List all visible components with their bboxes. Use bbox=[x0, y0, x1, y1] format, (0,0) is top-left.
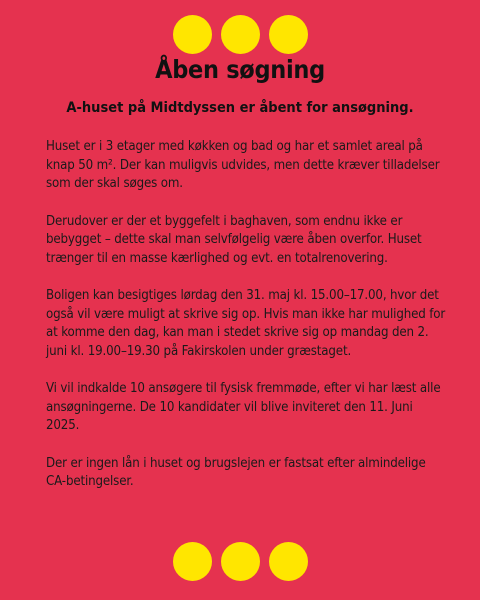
yellow-dot bbox=[269, 542, 308, 581]
page-title: Åben søgning bbox=[155, 55, 325, 84]
body-text bbox=[46, 138, 446, 511]
paragraph-house-description: Huset er i 3 etager med køkken og bad og har et samlet areal på knap 50 m². Der kan muligvis udvides, men dette kræver tilladelser som der skal søges om. bbox=[46, 139, 440, 191]
yellow-dot bbox=[269, 15, 308, 54]
yellow-dot bbox=[173, 542, 212, 581]
paragraph-building-plot: Derudover er der et byggefelt i baghaven, som endnu ikke er bebygget – dette skal man selvfølgelig være åben overfor. Huset trænger til en masse kærlighed og evt. en totalrenovering. bbox=[46, 213, 422, 266]
top-dots-decoration bbox=[0, 15, 480, 54]
bottom-dots-decoration bbox=[0, 542, 480, 581]
yellow-dot bbox=[221, 15, 260, 54]
paragraph-selection-process: Vi vil indkalde 10 ansøgere til fysisk fremmøde, efter vi har læst alle ansøgningerne. De 10 kandidater vil blive inviteret den 11. Juni 2025. bbox=[46, 381, 441, 433]
yellow-dot bbox=[173, 15, 212, 54]
paragraph-viewing-times: Boligen kan besigtiges lørdag den 31. maj kl. 15.00–17.00, hvor det også vil være muligt at skrive sig op. Hvis man ikke har mulighed for at komme den dag, kan man i stedet skrive sig op mandag den 2. juni kl. 19.00–19.30 på Fakirskolen under græstaget. bbox=[46, 288, 446, 359]
paragraph-terms: Der er ingen lån i huset og brugslejen er fastsat efter almindelige CA-betingelser. bbox=[46, 455, 426, 489]
yellow-dot bbox=[221, 542, 260, 581]
page-subtitle: A-huset på Midtdyssen er åbent for ansøgning. bbox=[66, 100, 414, 116]
